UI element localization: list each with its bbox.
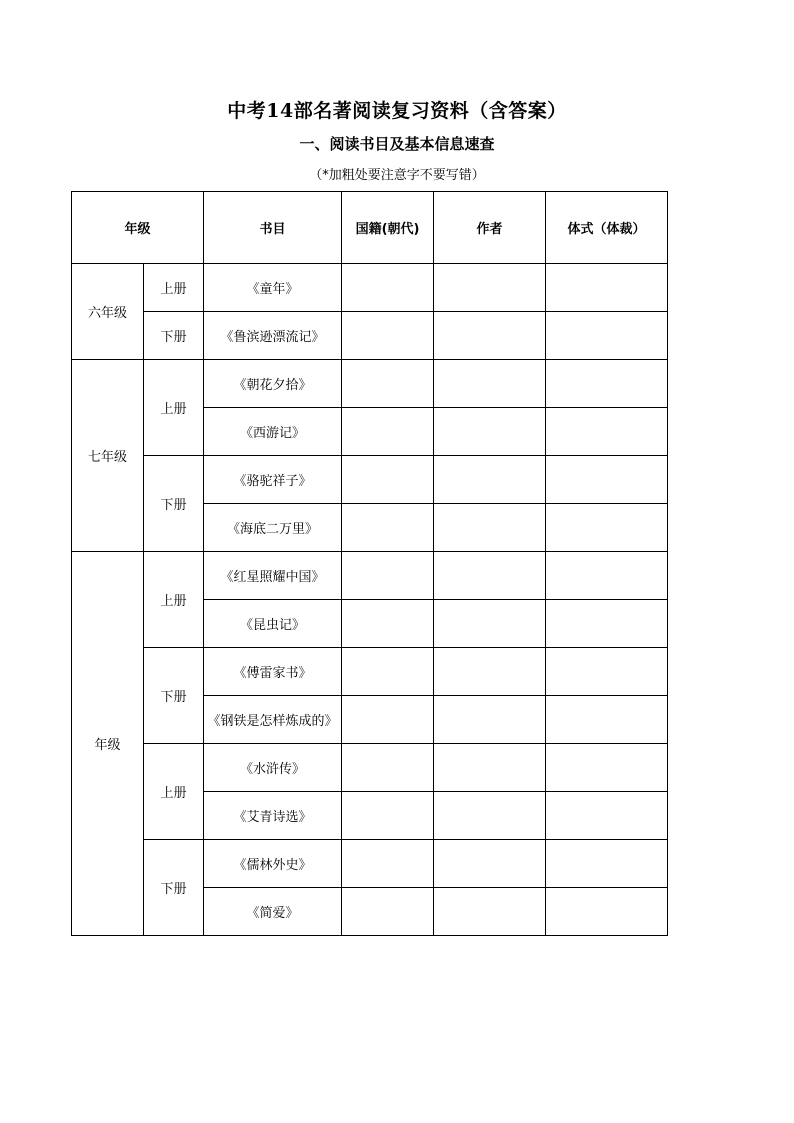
book-title-cell: 《艾青诗选》 <box>204 792 342 840</box>
author-cell <box>434 504 546 552</box>
book-title-cell: 《鲁滨逊漂流记》 <box>204 312 342 360</box>
genre-cell <box>546 600 668 648</box>
table-row <box>72 744 668 792</box>
header-grade: 年级 <box>72 192 204 264</box>
header-genre: 体式（体裁） <box>546 192 668 264</box>
genre-cell <box>546 840 668 888</box>
genre-cell <box>546 888 668 936</box>
author-cell <box>434 408 546 456</box>
author-cell <box>434 744 546 792</box>
term-cell: 下册 <box>144 456 204 552</box>
table-header-row <box>72 192 668 264</box>
nationality-cell <box>342 840 434 888</box>
author-cell <box>434 552 546 600</box>
author-cell <box>434 360 546 408</box>
book-title-cell: 《昆虫记》 <box>204 600 342 648</box>
author-cell <box>434 840 546 888</box>
header-author: 作者 <box>434 192 546 264</box>
nationality-cell <box>342 264 434 312</box>
book-title-cell: 《红星照耀中国》 <box>204 552 342 600</box>
nationality-cell <box>342 408 434 456</box>
genre-cell <box>546 408 668 456</box>
genre-cell <box>546 360 668 408</box>
nationality-cell <box>342 744 434 792</box>
nationality-cell <box>342 888 434 936</box>
book-title-cell: 《儒林外史》 <box>204 840 342 888</box>
table-row <box>72 360 668 408</box>
table-row <box>72 552 668 600</box>
book-title-cell: 《钢铁是怎样炼成的》 <box>204 696 342 744</box>
genre-cell <box>546 504 668 552</box>
term-cell: 下册 <box>144 648 204 744</box>
term-cell: 下册 <box>144 312 204 360</box>
book-title-cell: 《简爱》 <box>204 888 342 936</box>
nationality-cell <box>342 648 434 696</box>
book-title-cell: 《朝花夕拾》 <box>204 360 342 408</box>
book-info-table <box>71 191 668 936</box>
nationality-cell <box>342 792 434 840</box>
author-cell <box>434 792 546 840</box>
author-cell <box>434 456 546 504</box>
author-cell <box>434 696 546 744</box>
book-title-cell: 《海底二万里》 <box>204 504 342 552</box>
genre-cell <box>546 648 668 696</box>
table-row <box>72 312 668 360</box>
header-nationality: 国籍(朝代) <box>342 192 434 264</box>
table-row <box>72 840 668 888</box>
book-title-cell: 《水浒传》 <box>204 744 342 792</box>
page-title: 中考14部名著阅读复习资料（含答案） <box>227 100 567 122</box>
nationality-cell <box>342 504 434 552</box>
book-title-cell: 《傅雷家书》 <box>204 648 342 696</box>
grade-cell: 年级 <box>72 552 144 936</box>
section-heading: 一、阅读书目及基本信息速查 <box>299 135 495 153</box>
book-info-table-body <box>72 192 668 936</box>
book-title-cell: 《童年》 <box>204 264 342 312</box>
term-cell: 下册 <box>144 840 204 936</box>
genre-cell <box>546 744 668 792</box>
grade-cell: 六年级 <box>72 264 144 360</box>
term-cell: 上册 <box>144 264 204 312</box>
note-text: （*加粗处要注意字不要写错） <box>309 168 485 183</box>
term-cell: 上册 <box>144 552 204 648</box>
nationality-cell <box>342 600 434 648</box>
term-cell: 上册 <box>144 360 204 456</box>
table-row <box>72 456 668 504</box>
table-row <box>72 648 668 696</box>
author-cell <box>434 648 546 696</box>
header-book: 书目 <box>204 192 342 264</box>
term-cell: 上册 <box>144 744 204 840</box>
genre-cell <box>546 696 668 744</box>
genre-cell <box>546 312 668 360</box>
genre-cell <box>546 792 668 840</box>
author-cell <box>434 888 546 936</box>
nationality-cell <box>342 696 434 744</box>
nationality-cell <box>342 552 434 600</box>
nationality-cell <box>342 312 434 360</box>
grade-cell: 七年级 <box>72 360 144 552</box>
genre-cell <box>546 552 668 600</box>
book-title-cell: 《西游记》 <box>204 408 342 456</box>
genre-cell <box>546 264 668 312</box>
table-row <box>72 264 668 312</box>
author-cell <box>434 600 546 648</box>
nationality-cell <box>342 360 434 408</box>
author-cell <box>434 312 546 360</box>
book-title-cell: 《骆驼祥子》 <box>204 456 342 504</box>
author-cell <box>434 264 546 312</box>
nationality-cell <box>342 456 434 504</box>
genre-cell <box>546 456 668 504</box>
